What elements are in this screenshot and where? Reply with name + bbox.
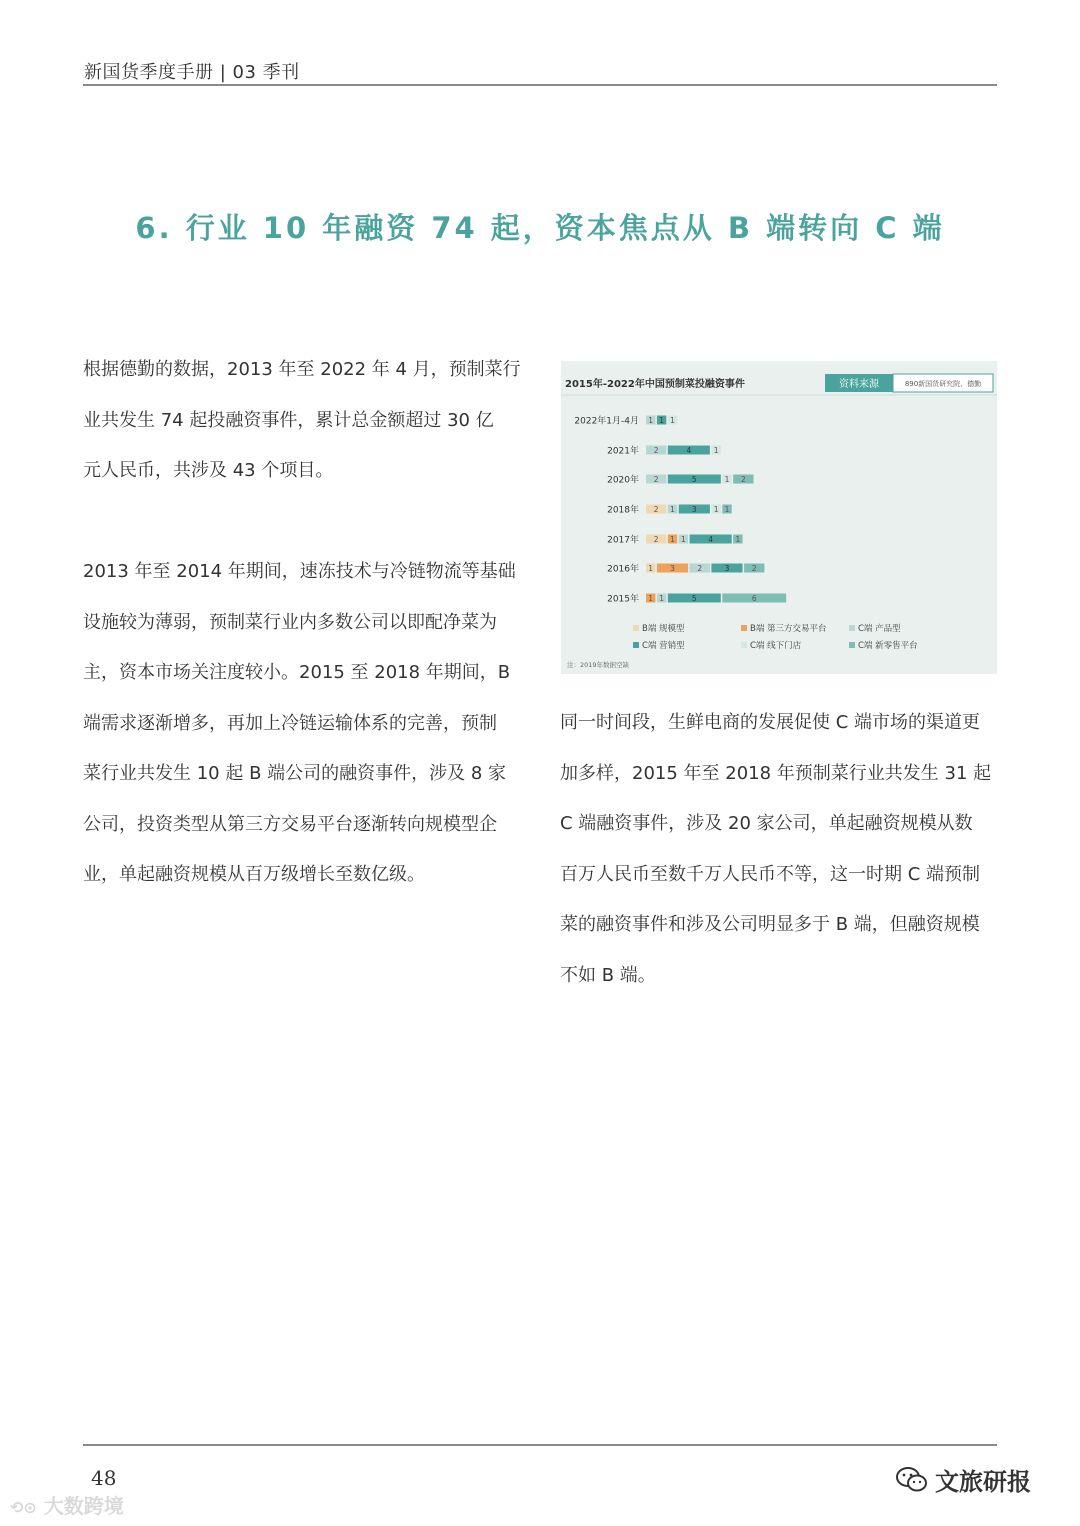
- data-label: 1: [724, 475, 730, 484]
- left-paragraph-1: [83, 345, 523, 497]
- text-line: 端需求逐渐增多，再加上冷链运输体系的完善，预制: [83, 712, 497, 734]
- data-label: 1: [659, 416, 664, 425]
- text-line: 2013 年至 2014 年期间，速冻技术与冷链物流等基础: [83, 561, 516, 582]
- legend-label: B端 第三方交易平台: [750, 624, 827, 634]
- chart-svg: [561, 361, 997, 674]
- data-label: 1: [670, 416, 675, 425]
- data-label: 4: [708, 535, 714, 544]
- text-line: 根据德勤的数据，2013 年至 2022 年 4 月，预制菜行: [83, 359, 521, 380]
- text-line: 菜行业共发生 10 起 B 端公司的融资事件，涉及 8 家: [83, 763, 507, 784]
- y-tick-label: 2017年: [607, 535, 639, 546]
- legend-label: C端 线下门店: [750, 641, 802, 651]
- y-tick-label: 2020年: [607, 475, 639, 486]
- legend-swatch: [849, 642, 855, 648]
- data-label: 2: [740, 475, 746, 484]
- data-label: 4: [686, 446, 692, 455]
- data-label: 5: [691, 594, 697, 603]
- legend-swatch: [741, 642, 747, 648]
- right-paragraph: [560, 698, 1000, 1001]
- text-line: 设施较为薄弱，预制菜行业内多数公司以即配净菜为: [83, 611, 497, 633]
- left-paragraph-2: [83, 547, 523, 901]
- brand-left-watermark: [10, 1490, 124, 1519]
- source-label: 资料来源: [839, 379, 879, 390]
- legend-swatch: [633, 625, 639, 631]
- text-line: 公司，投资类型从第三方交易平台逐渐转向规模型企: [83, 813, 497, 835]
- text-line: 元人民币，共涉及 43 个项目。: [83, 460, 334, 481]
- data-label: 1: [659, 594, 664, 603]
- data-label: 2: [653, 446, 659, 455]
- data-label: 1: [670, 535, 675, 544]
- legend-swatch: [633, 642, 639, 648]
- data-label: 2: [653, 505, 659, 514]
- text-line: 同一时间段，生鲜电商的发展促使 C 端市场的渠道更: [560, 712, 981, 733]
- watermark-icon: ⟲⊙: [10, 1498, 37, 1517]
- data-label: 1: [648, 416, 654, 425]
- y-tick-label: 2021年: [607, 446, 639, 457]
- y-tick-label: 2016年: [607, 564, 639, 575]
- text-line: 菜的融资事件和涉及公司明显多于 B 端，但融资规模: [560, 914, 980, 935]
- header-rule: [83, 84, 997, 86]
- text-line: 不如 B 端。: [560, 964, 656, 986]
- data-label: 2: [653, 475, 659, 484]
- chart-title: 2015年-2022年中国预制菜投融资事件: [565, 379, 745, 390]
- y-tick-label: 2022年1月-4月: [574, 416, 639, 427]
- brand-right: [895, 1462, 1031, 1500]
- data-label: 3: [691, 505, 697, 514]
- data-label: 1: [648, 594, 654, 603]
- wechat-icon: [895, 1466, 929, 1500]
- data-label: 1: [681, 535, 686, 544]
- text-line: 百万人民币至数千万人民币不等，这一时期 C 端预制: [560, 863, 981, 885]
- financing-events-chart: [561, 361, 997, 674]
- legend-swatch: [849, 625, 855, 631]
- text-line: 主，资本市场关注度较小。2015 至 2018 年期间，B: [83, 662, 511, 683]
- legend-label: C端 新零售平台: [858, 641, 918, 651]
- data-label: 1: [713, 505, 719, 514]
- chart-note: 注：2019年数据空缺: [567, 661, 630, 669]
- text-line: 加多样，2015 年至 2018 年预制菜行业共发生 31 起: [560, 762, 992, 784]
- section-title: 6. 行业 10 年融资 74 起，资本焦点从 B 端转向 C 端: [135, 211, 945, 245]
- legend-swatch: [741, 625, 747, 631]
- data-label: 2: [751, 564, 757, 573]
- data-label: 2: [697, 564, 703, 573]
- legend-label: C端 产品型: [858, 624, 901, 634]
- header-title: 新国货季度手册 | 03 季刊: [84, 62, 300, 83]
- y-tick-label: 2018年: [607, 505, 639, 516]
- text-line: 业共发生 74 起投融资事件，累计总金额超过 30 亿: [83, 409, 494, 431]
- legend-label: C端 营销型: [642, 641, 685, 651]
- data-label: 5: [691, 475, 697, 484]
- brand-right-text: 文旅研报: [935, 1468, 1031, 1496]
- data-label: 1: [670, 505, 675, 514]
- data-label: 2: [653, 535, 659, 544]
- text-line: C 端融资事件，涉及 20 家公司，单起融资规模从数: [560, 813, 973, 834]
- brand-left-text: 大数跨境: [43, 1494, 124, 1518]
- y-tick-label: 2015年: [607, 594, 639, 605]
- data-label: 1: [735, 535, 741, 544]
- data-label: 1: [724, 505, 730, 514]
- text-line: 业，单起融资规模从百万级增长至数亿级。: [83, 864, 425, 885]
- data-label: 6: [751, 594, 757, 603]
- footer-rule: [83, 1444, 997, 1446]
- source-text: 890新国货研究院、德勤: [904, 380, 982, 388]
- data-label: 3: [724, 564, 730, 573]
- page-number: 48: [91, 1466, 117, 1490]
- data-label: 1: [648, 564, 654, 573]
- legend-label: B端 规模型: [642, 624, 685, 634]
- data-label: 3: [670, 564, 675, 573]
- data-label: 1: [713, 446, 719, 455]
